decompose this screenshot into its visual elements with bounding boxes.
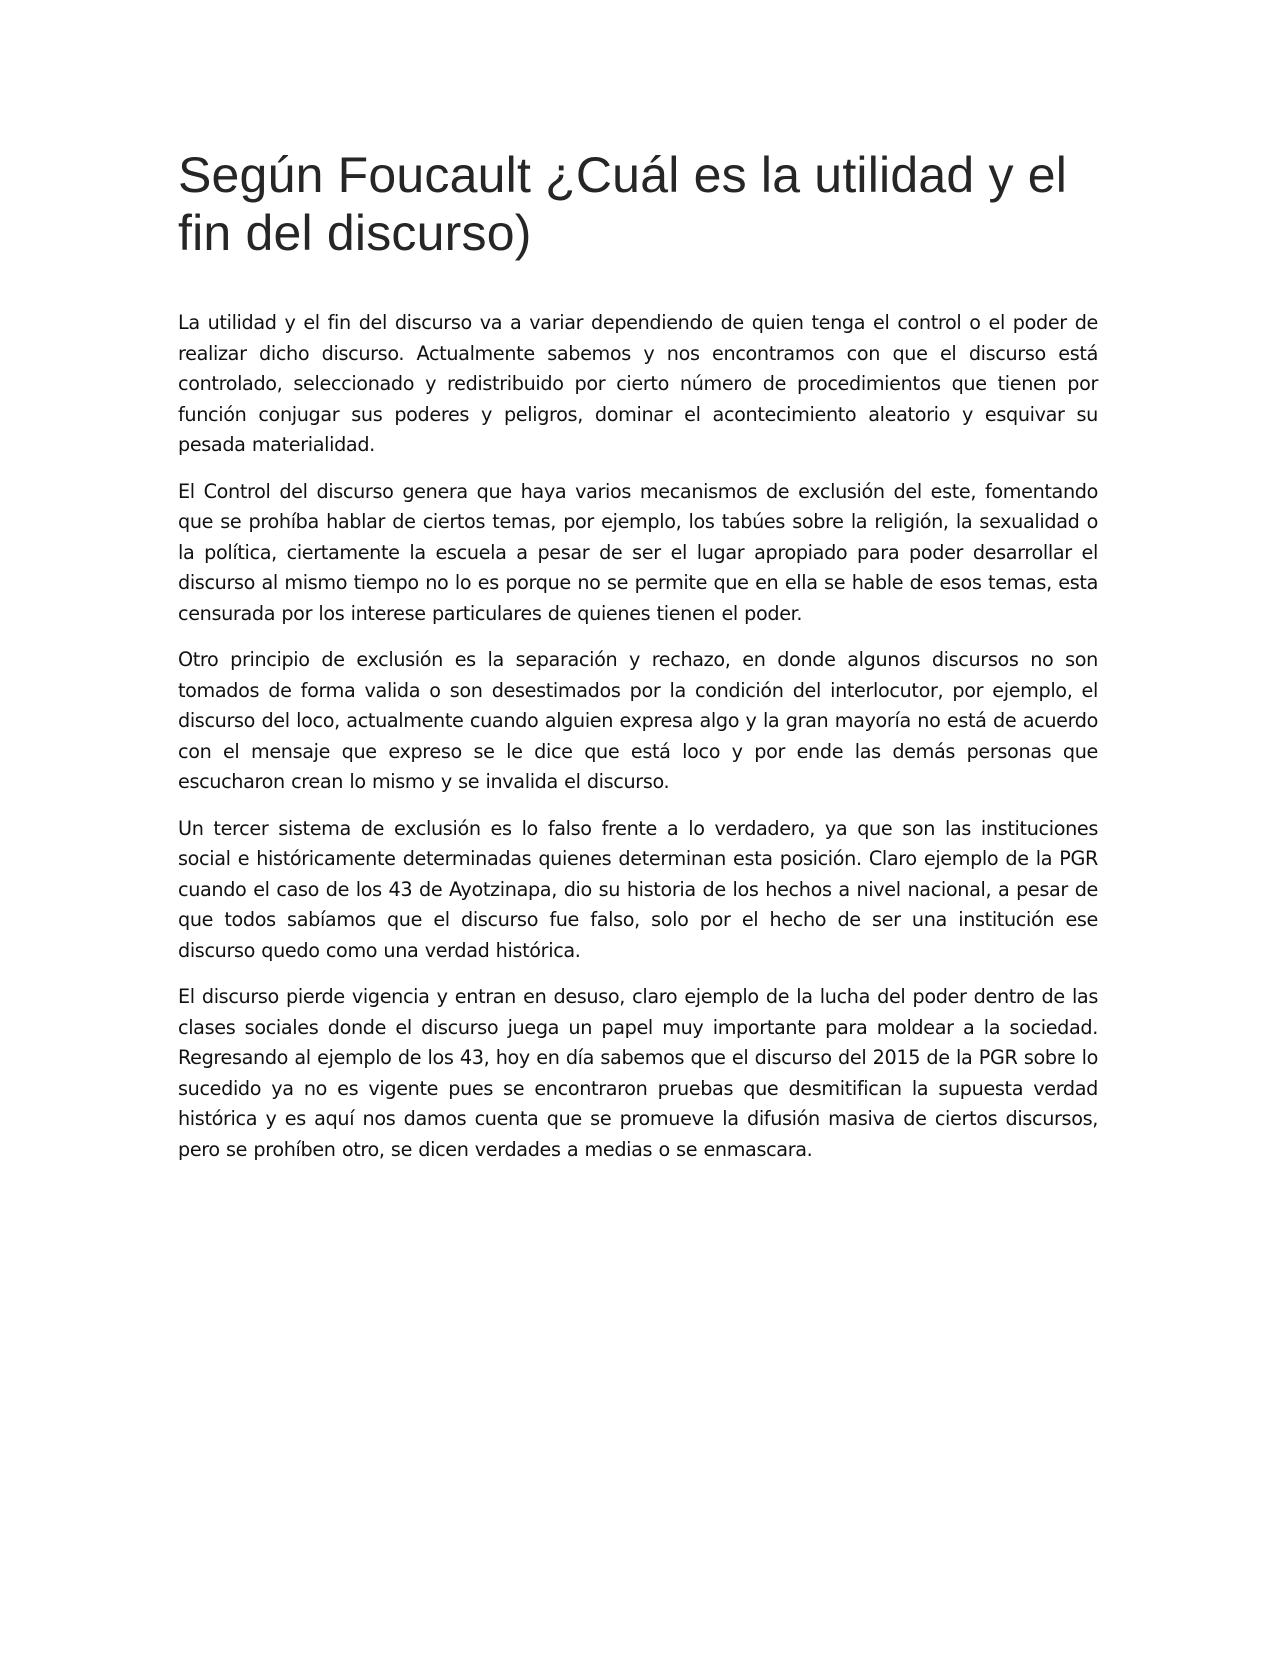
paragraph-5: El discurso pierde vigencia y entran en desuso, claro ejemplo de la lucha del poder dentro de las clases sociales donde el discurso juega un papel muy importante para moldear a la sociedad. Regresando al ejemplo de los 43, hoy en día sabemos que el discurso del 2015 de la PGR sobre lo sucedido ya no es vigente pues se encontraron pruebas que desmitifican la supuesta verdad histórica y es aquí nos damos cuenta que se promueve la difusión masiva de ciertos discursos, pero se prohíben otro, se dicen verdades a medias o se enmascara. xyxy=(178,985,1098,1161)
paragraph-1: La utilidad y el fin del discurso va a variar dependiendo de quien tenga el control o el poder de realizar dicho discurso. Actualmente sabemos y nos encontramos con que el discurso está controlado, seleccionado y redistribuido por cierto número de procedimientos que tienen por función conjugar sus poderes y peligros, dominar el acontecimiento aleatorio y esquivar su pesada materialidad. xyxy=(178,311,1098,456)
paragraph-2: El Control del discurso genera que haya varios mecanismos de exclusión del este, fomentando que se prohíba hablar de ciertos temas, por ejemplo, los tabúes sobre la religión, la sexualidad o la política, ciertamente la escuela a pesar de ser el lugar apropiado para poder desarrollar el discurso al mismo tiempo no lo es porque no se permite que en ella se hable de esos temas, esta censurada por los interese particulares de quienes tienen el poder. xyxy=(178,479,1098,625)
document-body xyxy=(178,146,1098,1181)
paragraph-4: Un tercer sistema de exclusión es lo falso frente a lo verdadero, ya que son las instituciones social e históricamente determinadas quienes determinan esta posición. Claro ejemplo de la PGR cuando el caso de los 43 de Ayotzinapa, dio su historia de los hechos a nivel nacional, a pesar de que todos sabíamos que el discurso fue falso, solo por el hecho de ser una institución ese discurso quedo como una verdad histórica. xyxy=(178,816,1098,962)
document-title: Según Foucault ¿Cuál es la utilidad y el fin del discurso) xyxy=(178,147,1068,261)
paragraph-3: Otro principio de exclusión es la separación y rechazo, en donde algunos discursos no son tomados de forma valida o son desestimados por la condición del interlocutor, por ejemplo, el discurso del loco, actualmente cuando alguien expresa algo y la gran mayoría no está de acuerdo con el mensaje que expreso se le dice que está loco y por ende las demás personas que escucharon crean lo mismo y se invalida el discurso. xyxy=(178,648,1098,793)
